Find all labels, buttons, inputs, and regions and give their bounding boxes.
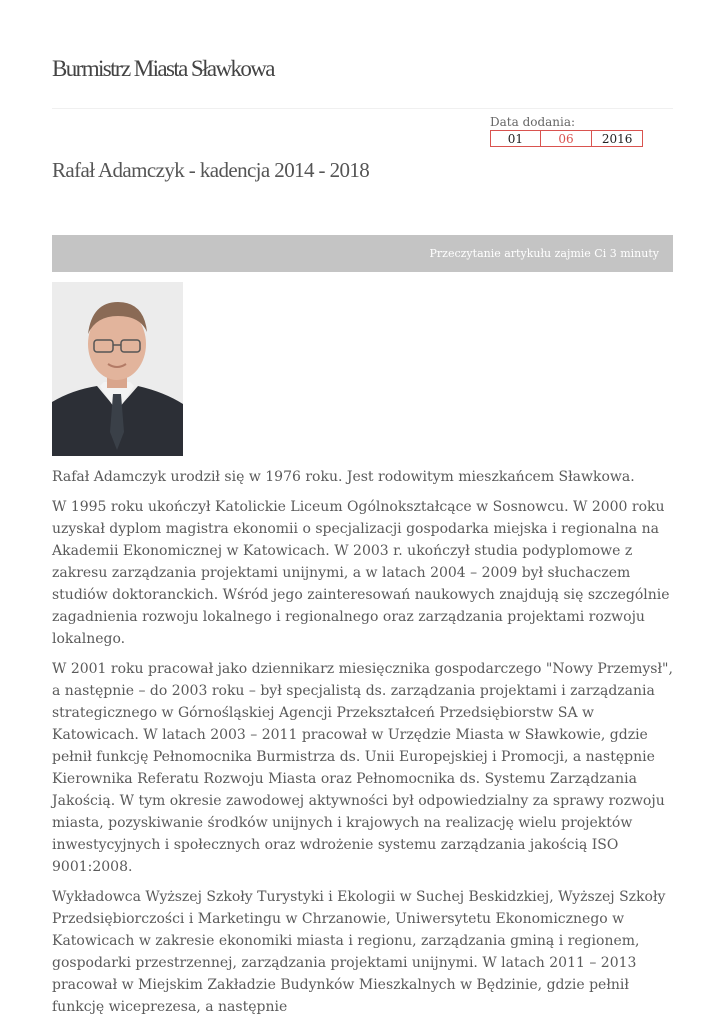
article-title: Rafał Adamczyk - kadencja 2014 - 2018	[52, 158, 370, 182]
paragraph: Wykładowca Wyższej Szkoły Turystyki i Ekologii w Suchej Beskidzkiej, Wyższej Szkoły Przedsiębiorczości i Marketingu w Chrzanowie, Uniwersytetu Ekonomicznego w Katowicach w zakresie ekonomiki miasta i regionu, zarządzania gminą i regionem, gospodarki przestrzennej, zarządzania projektami unijnymi. W latach 2011 – 2013 pracował w Miejskim Zakładzie Budynków Mieszkalnych w Będzinie, gdzie pełnił funkcję wiceprezesa, a następnie	[52, 889, 666, 1015]
paragraph: W 1995 roku ukończył Katolickie Liceum Ogólnokształcące w Sosnowcu. W 2000 roku uzyskał dyplom magistra ekonomii o specjalizacji gospodarka miejska i regionalna na Akademii Ekonomicznej w Katowicach. W 2003 r. ukończył studia podyplomowe z zakresu zarządzania projektami unijnymi, a w latach 2004 – 2009 był słuchaczem studiów doktoranckich. Wśród jego zainteresowań naukowych znajdują się szczególnie zagadnienia rozwoju lokalnego i regionalnego oraz zarządzania projektami rozwoju lokalnego.	[52, 499, 670, 647]
date-day: 01	[490, 130, 541, 147]
paragraph: W 2001 roku pracował jako dziennikarz miesięcznika gospodarczego "Nowy Przemysł", a następnie – do 2003 roku – był specjalistą ds. zarządzania projektami i zarządzania strategicznego w Górnośląskiej Agencji Przekształceń Przedsiębiorstw SA w Katowicach. W latach 2003 – 2011 pracował w Urzędzie Miasta w Sławkowie, gdzie pełnił funkcję Pełnomocnika Burmistrza ds. Unii Europejskiej i Promocji, a następnie Kierownika Referatu Rozwoju Miasta oraz Pełnomocnika ds. Systemu Zarządzania Jakością. W tym okresie zawodowej aktywności był odpowiedzialny za sprawy rozwoju miasta, pozyskiwanie środków unijnych i krajowych na realizację wielu projektów inwestycyjnych i społecznych oraz wdrożenie systemu zarządzania jakością ISO 9001:2008.	[52, 661, 673, 875]
date-boxes	[490, 130, 643, 147]
header-divider	[52, 108, 673, 109]
reading-time-bar	[52, 235, 673, 272]
paragraph: Rafał Adamczyk urodził się w 1976 roku. Jest rodowitym mieszkańcem Sławkowa.	[52, 469, 635, 485]
reading-time-text: Przeczytanie artykułu zajmie Ci 3 minuty	[429, 247, 659, 260]
date-added	[490, 115, 643, 147]
portrait-photo	[52, 282, 183, 456]
date-label: Data dodania:	[490, 115, 576, 129]
date-year: 2016	[592, 130, 643, 147]
date-month: 06	[541, 130, 593, 147]
portrait-illustration	[52, 282, 183, 456]
site-title[interactable]: Burmistrz Miasta Sławkowa	[52, 56, 274, 81]
article-content	[52, 466, 677, 1026]
